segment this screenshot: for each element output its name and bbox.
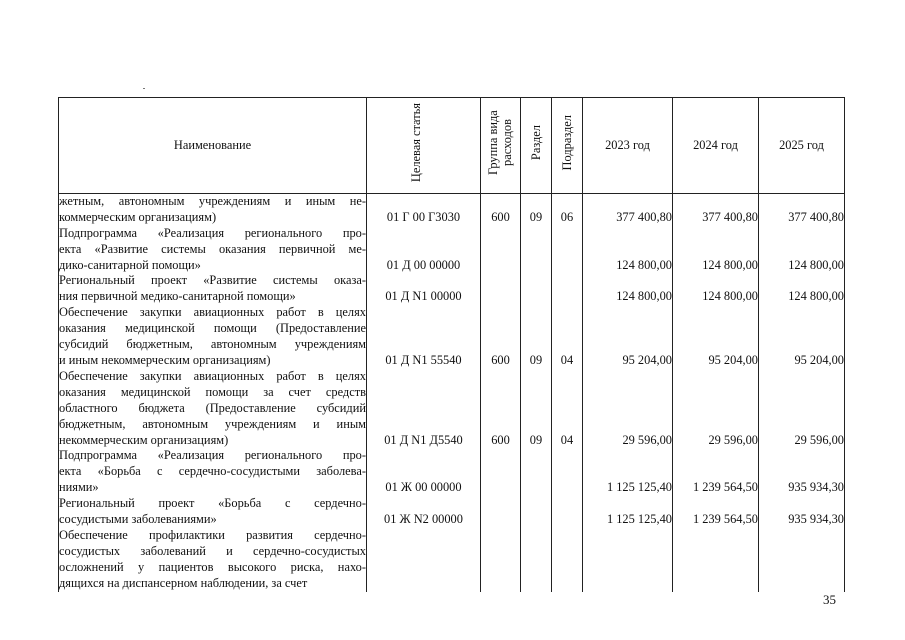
row-2023: 29 596,00 — [583, 369, 673, 449]
row-name — [59, 193, 367, 225]
row-group — [481, 528, 521, 592]
row-2025: 935 934,30 — [759, 448, 845, 496]
row-section — [521, 496, 552, 528]
header-2023: 2023 год — [583, 98, 673, 194]
row-2024: 124 800,00 — [673, 226, 759, 274]
table-row — [59, 305, 845, 369]
row-name — [59, 305, 367, 369]
table-row — [59, 226, 845, 274]
row-subsection — [552, 273, 583, 305]
row-name-line: коммерческим организациям) — [59, 209, 217, 224]
row-2025: 124 800,00 — [759, 273, 845, 305]
row-2025: 124 800,00 — [759, 226, 845, 274]
row-name-line: бюджетным, автономным учреждениям и иным — [59, 416, 366, 431]
row-name-line: ниями» — [59, 480, 99, 495]
row-2024: 29 596,00 — [673, 369, 759, 449]
row-target-code: 01 Ж N2 00000 — [367, 496, 481, 528]
header-2025: 2025 год — [759, 98, 845, 194]
header-target: Целевая статья — [367, 98, 481, 194]
scan-speck — [143, 88, 145, 89]
header-2024: 2024 год — [673, 98, 759, 194]
row-2024: 95 204,00 — [673, 305, 759, 369]
row-2023: 1 125 125,40 — [583, 448, 673, 496]
row-2025 — [759, 528, 845, 592]
row-section: 09 — [521, 193, 552, 225]
row-target-code: 01 Ж 00 00000 — [367, 448, 481, 496]
row-subsection: 04 — [552, 369, 583, 449]
row-group: 600 — [481, 369, 521, 449]
row-2025: 377 400,80 — [759, 193, 845, 225]
row-group — [481, 448, 521, 496]
row-name-line: Обеспечение закупки авиационных работ в целях — [59, 368, 366, 383]
row-group — [481, 273, 521, 305]
row-name-line: Подпрограмма «Реализация регионального про- — [59, 448, 366, 463]
row-group — [481, 226, 521, 274]
row-2023: 124 800,00 — [583, 273, 673, 305]
row-name-line: Обеспечение профилактики развития сердечно- — [59, 527, 366, 542]
row-2025: 29 596,00 — [759, 369, 845, 449]
row-name-line: екта «Развитие системы оказания первичной ме- — [59, 241, 366, 256]
table-row — [59, 496, 845, 528]
row-2025: 935 934,30 — [759, 496, 845, 528]
row-name — [59, 273, 367, 305]
row-subsection — [552, 528, 583, 592]
row-name-line: сосудистых заболеваний и сердечно-сосудистых — [59, 543, 366, 558]
header-name: Наименование — [59, 98, 367, 194]
row-name-line: Региональный проект «Развитие системы оказа- — [59, 273, 366, 288]
row-section — [521, 273, 552, 305]
row-group: 600 — [481, 305, 521, 369]
row-2023 — [583, 528, 673, 592]
row-name-line: дящихся на диспансерном наблюдении, за счет — [59, 575, 308, 590]
row-name-line: оказания медицинской помощи за счет средств — [59, 384, 366, 399]
table-row — [59, 273, 845, 305]
row-section: 09 — [521, 305, 552, 369]
row-2024: 377 400,80 — [673, 193, 759, 225]
row-name-line: некоммерческим организациям) — [59, 432, 229, 447]
row-name-line: ния первичной медико-санитарной помощи» — [59, 289, 296, 304]
row-name-line: екта «Борьба с сердечно-сосудистыми заболева- — [59, 464, 366, 479]
row-section — [521, 226, 552, 274]
row-name — [59, 226, 367, 274]
row-group — [481, 496, 521, 528]
row-section: 09 — [521, 369, 552, 449]
header-subsection: Подраздел — [552, 98, 583, 194]
row-section — [521, 448, 552, 496]
row-name-line: жетным, автономным учреждениям и иным не- — [59, 193, 366, 208]
row-name — [59, 496, 367, 528]
table-row — [59, 369, 845, 449]
table-row — [59, 193, 845, 225]
row-name-line: Обеспечение закупки авиационных работ в целях — [59, 305, 366, 320]
row-2023: 377 400,80 — [583, 193, 673, 225]
row-2024 — [673, 528, 759, 592]
row-name-line: субсидий бюджетным, автономным учреждениям — [59, 337, 366, 352]
page-number: 35 — [823, 592, 836, 607]
row-subsection — [552, 496, 583, 528]
row-2023: 95 204,00 — [583, 305, 673, 369]
row-2024: 124 800,00 — [673, 273, 759, 305]
row-subsection — [552, 448, 583, 496]
row-target-code: 01 Д N1 00000 — [367, 273, 481, 305]
row-2023: 124 800,00 — [583, 226, 673, 274]
row-2024: 1 239 564,50 — [673, 496, 759, 528]
row-name-line: сосудистыми заболеваниями» — [59, 512, 217, 527]
row-name-line: Региональный проект «Борьба с сердечно- — [59, 496, 366, 511]
row-subsection — [552, 226, 583, 274]
row-2024: 1 239 564,50 — [673, 448, 759, 496]
table-header-row — [59, 98, 845, 194]
row-target-code: 01 Д N1 Д5540 — [367, 369, 481, 449]
header-section: Раздел — [521, 98, 552, 194]
row-subsection: 06 — [552, 193, 583, 225]
row-name-line: Подпрограмма «Реализация регионального про- — [59, 225, 366, 240]
row-subsection: 04 — [552, 305, 583, 369]
header-group: Группа вида расходов — [481, 98, 521, 194]
table-row — [59, 448, 845, 496]
row-target-code — [367, 528, 481, 592]
row-2025: 95 204,00 — [759, 305, 845, 369]
row-name-line: оказания медицинской помощи (Предоставление — [59, 321, 366, 336]
row-target-code: 01 Д N1 55540 — [367, 305, 481, 369]
row-name-line: осложнений у пациентов высокого риска, нахо- — [59, 559, 366, 574]
row-target-code: 01 Д 00 00000 — [367, 226, 481, 274]
row-group: 600 — [481, 193, 521, 225]
row-name-line: дико-санитарной помощи» — [59, 257, 201, 272]
table-row — [59, 528, 845, 592]
row-name — [59, 528, 367, 592]
budget-table — [58, 97, 845, 592]
row-name-line: областного бюджета (Предоставление субсидий — [59, 400, 366, 415]
row-section — [521, 528, 552, 592]
row-name — [59, 448, 367, 496]
row-target-code: 01 Г 00 Г3030 — [367, 193, 481, 225]
row-name-line: и иным некоммерческим организациям) — [59, 352, 271, 367]
row-2023: 1 125 125,40 — [583, 496, 673, 528]
row-name — [59, 369, 367, 449]
